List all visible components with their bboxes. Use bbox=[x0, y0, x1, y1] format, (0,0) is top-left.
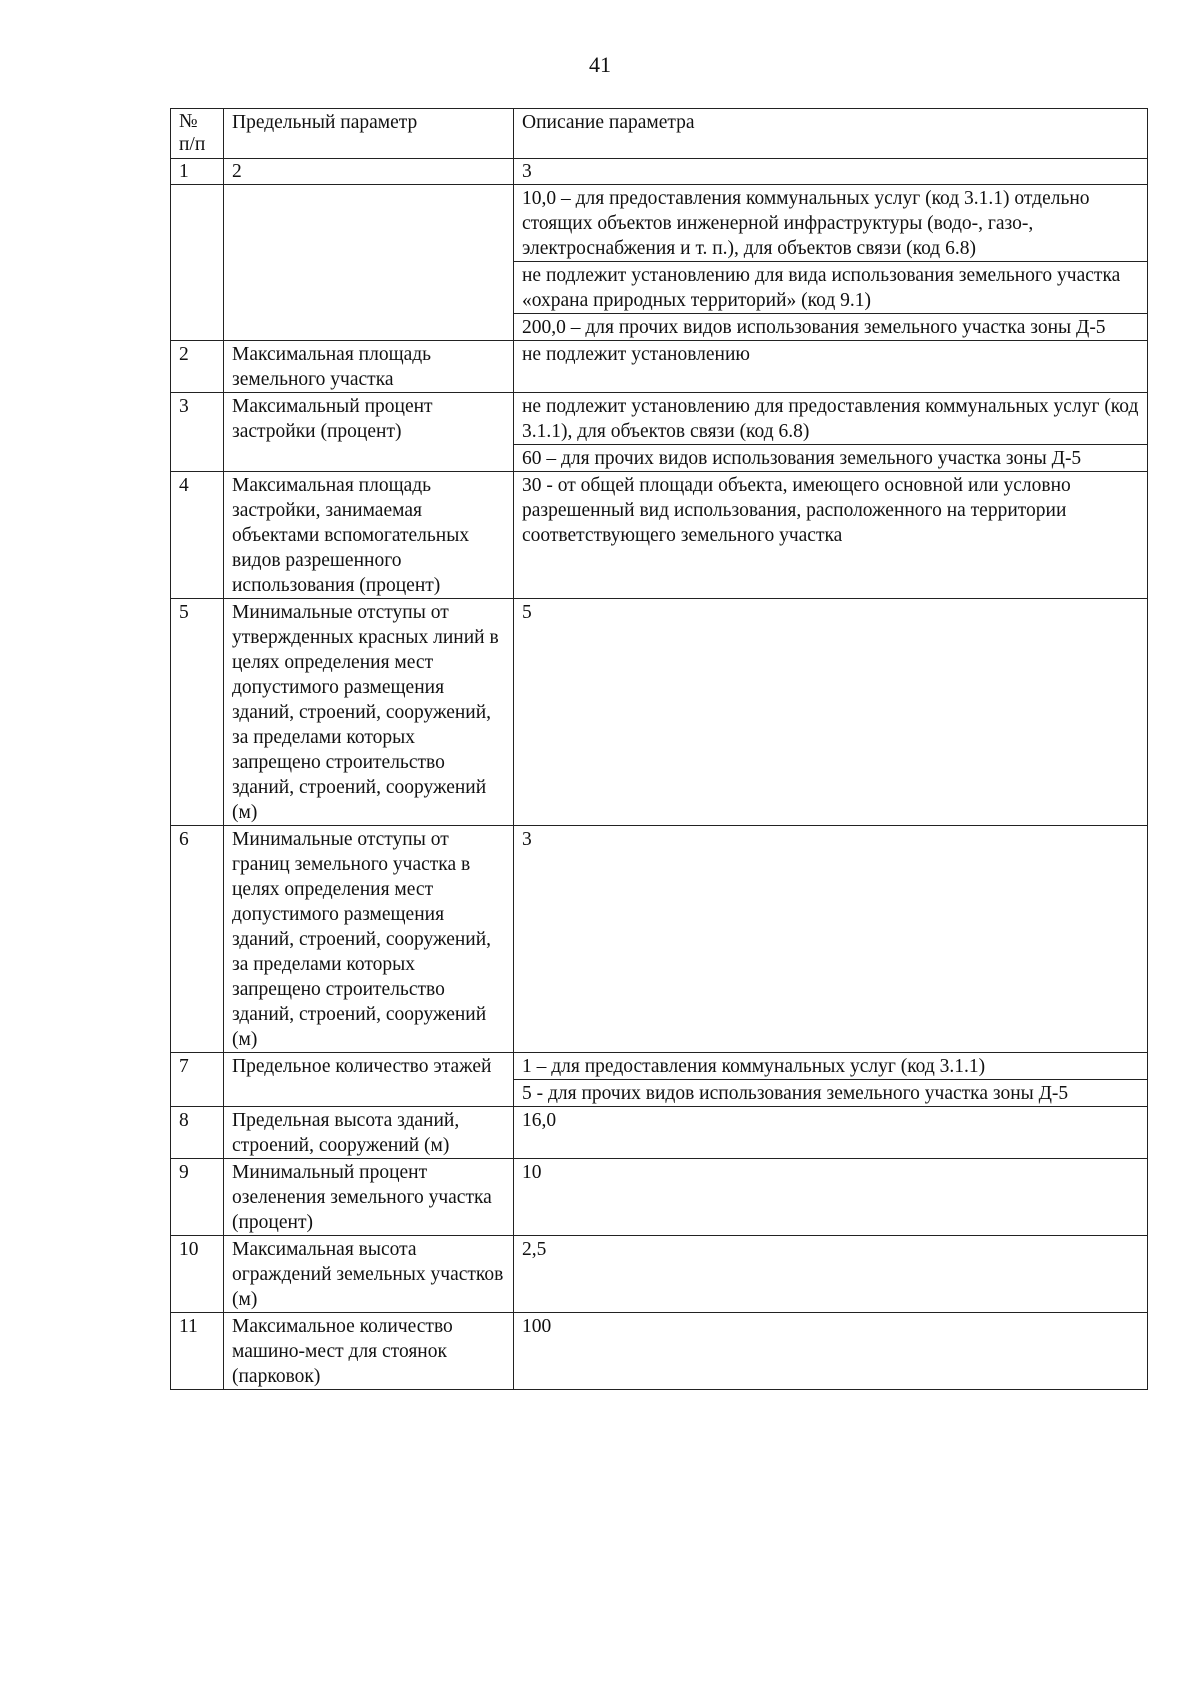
row-parameter: Минимальные отступы от утвержденных красных линий в целях определения мест допустимого размещения зданий, строений, сооружений, за пределами которых запрещено строительство зданий, строений, сооружений (м) bbox=[224, 599, 514, 826]
parameters-table bbox=[170, 108, 1148, 1390]
row-number: 5 bbox=[171, 599, 224, 826]
table-row bbox=[171, 341, 1148, 393]
row-description: 10,0 – для предоставления коммунальных услуг (код 3.1.1) отдельно стоящих объектов инженерной инфраструктуры (водо-, газо-, электроснабжения и т. п.), для объектов связи (код 6.8) bbox=[514, 185, 1148, 262]
row-parameter: Минимальный процент озеленения земельного участка (процент) bbox=[224, 1159, 514, 1236]
column-number-3: 3 bbox=[514, 159, 1148, 185]
row-number: 3 bbox=[171, 393, 224, 472]
row-number: 11 bbox=[171, 1313, 224, 1390]
row-parameter: Минимальные отступы от границ земельного участка в целях определения мест допустимого размещения зданий, строений, сооружений, за пределами которых запрещено строительство зданий, строений, сооружений (м) bbox=[224, 826, 514, 1053]
row-number: 8 bbox=[171, 1107, 224, 1159]
row-number: 9 bbox=[171, 1159, 224, 1236]
row-description: не подлежит установлению bbox=[514, 341, 1148, 393]
row-description: не подлежит установлению для предоставления коммунальных услуг (код 3.1.1), для объектов связи (код 6.8) bbox=[514, 393, 1148, 445]
table-row bbox=[171, 1159, 1148, 1236]
page-number: 41 bbox=[589, 52, 611, 77]
row-parameter bbox=[224, 185, 514, 341]
row-number: 7 bbox=[171, 1053, 224, 1107]
table-row bbox=[171, 393, 1148, 445]
table-body bbox=[171, 185, 1148, 1390]
row-number: 2 bbox=[171, 341, 224, 393]
table-row bbox=[171, 599, 1148, 826]
row-description: 16,0 bbox=[514, 1107, 1148, 1159]
row-number: 4 bbox=[171, 472, 224, 599]
row-parameter: Предельное количество этажей bbox=[224, 1053, 514, 1107]
row-description: 1 – для предоставления коммунальных услуг (код 3.1.1) bbox=[514, 1053, 1148, 1080]
row-number: 6 bbox=[171, 826, 224, 1053]
row-description: 100 bbox=[514, 1313, 1148, 1390]
row-description: 3 bbox=[514, 826, 1148, 1053]
header-parameter: Предельный параметр bbox=[224, 109, 514, 159]
row-description: 5 - для прочих видов использования земельного участка зоны Д-5 bbox=[514, 1080, 1148, 1107]
table-row bbox=[171, 1313, 1148, 1390]
column-number-2: 2 bbox=[224, 159, 514, 185]
row-parameter: Максимальный процент застройки (процент) bbox=[224, 393, 514, 472]
row-parameter: Предельная высота зданий, строений, сооружений (м) bbox=[224, 1107, 514, 1159]
row-description: 30 - от общей площади объекта, имеющего основной или условно разрешенный вид использования, расположенного на территории соответствующего земельного участка bbox=[514, 472, 1148, 599]
row-parameter: Максимальное количество машино-мест для стоянок (парковок) bbox=[224, 1313, 514, 1390]
row-description: 60 – для прочих видов использования земельного участка зоны Д-5 bbox=[514, 445, 1148, 472]
row-parameter: Максимальная площадь застройки, занимаемая объектами вспомогательных видов разрешенного использования (процент) bbox=[224, 472, 514, 599]
header-number bbox=[171, 109, 224, 159]
table-row bbox=[171, 1053, 1148, 1080]
header-description: Описание параметра bbox=[514, 109, 1148, 159]
row-description: 10 bbox=[514, 1159, 1148, 1236]
table-row bbox=[171, 826, 1148, 1053]
row-description: 2,5 bbox=[514, 1236, 1148, 1313]
header-number-label: № п/п bbox=[179, 111, 206, 155]
row-parameter: Максимальная высота ограждений земельных участков (м) bbox=[224, 1236, 514, 1313]
row-description: 200,0 – для прочих видов использования земельного участка зоны Д-5 bbox=[514, 314, 1148, 341]
table-row bbox=[171, 472, 1148, 599]
table-header bbox=[171, 109, 1148, 185]
row-description: не подлежит установлению для вида использования земельного участка «охрана природных территорий» (код 9.1) bbox=[514, 262, 1148, 314]
row-description: 5 bbox=[514, 599, 1148, 826]
row-parameter: Максимальная площадь земельного участка bbox=[224, 341, 514, 393]
row-number: 10 bbox=[171, 1236, 224, 1313]
row-number bbox=[171, 185, 224, 341]
table-row bbox=[171, 1236, 1148, 1313]
table-row bbox=[171, 1107, 1148, 1159]
table-row bbox=[171, 185, 1148, 262]
column-number-1: 1 bbox=[171, 159, 224, 185]
